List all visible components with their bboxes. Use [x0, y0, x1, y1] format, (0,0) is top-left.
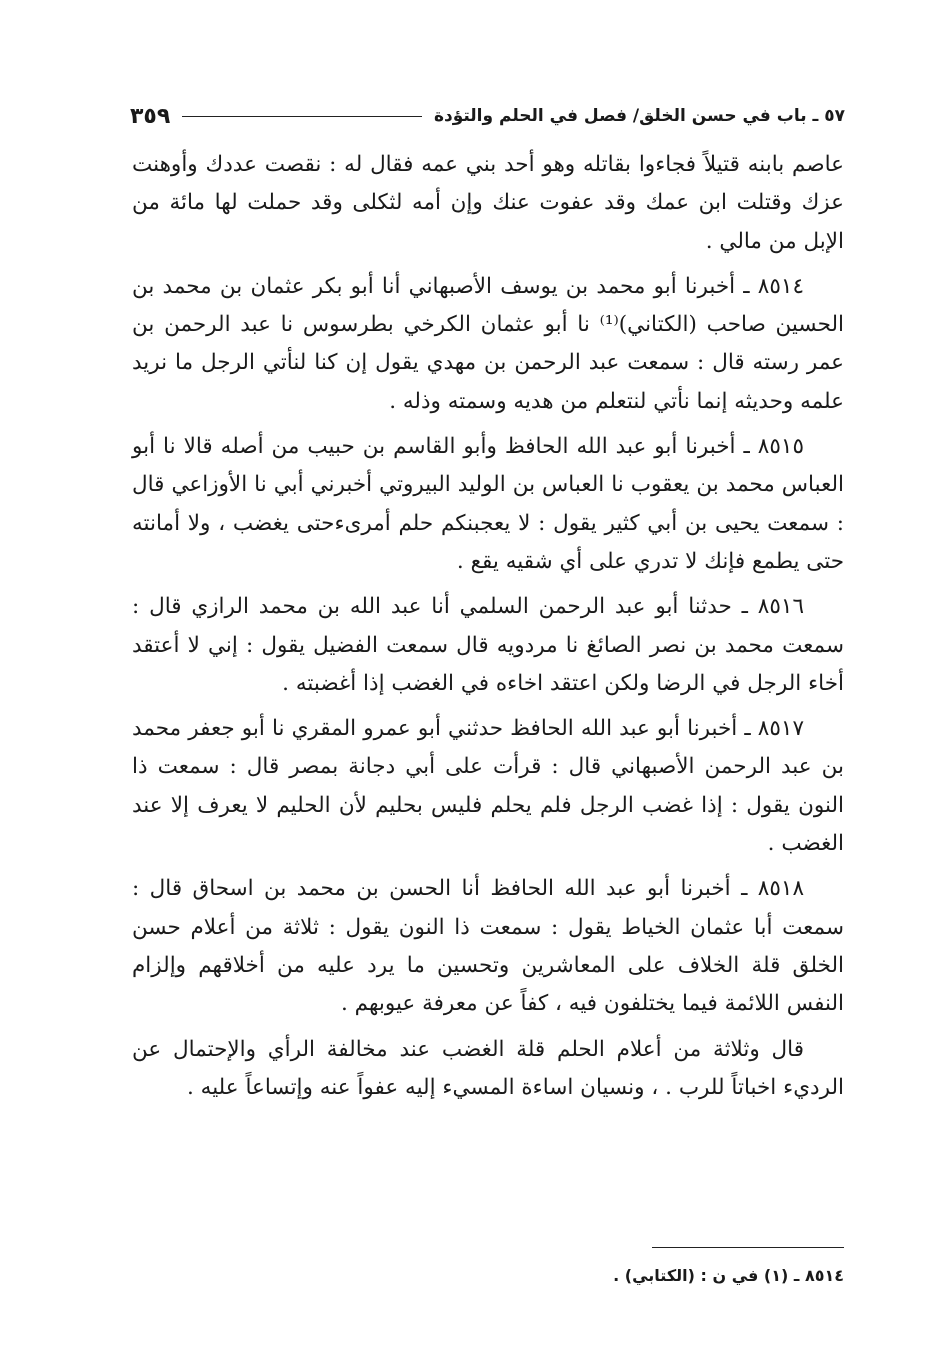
hadith-8517: ٨٥١٧ ـ أخبرنا أبو عبد الله الحافظ حدثني أبو عمرو المقري نا أبو جعفر محمد بن عبد الرحمن الأصبهاني قال : قرأت على أبي دجانة بمصر قال : سمعت ذا النون يقول : إذا غضب الرجل فلم يحلم فليس بحليم لأن الحليم لا يعرف إلا عند الغضب . — [132, 716, 844, 857]
hadith-8516: ٨٥١٦ ـ حدثنا أبو عبد الرحمن السلمي أنا عبد الله بن محمد الرازي قال : سمعت محمد بن نصر الصائغ نا مردويه قال سمعت الفضيل يقول : إني لا أعتقد أخاء الرجل في الرضا ولكن اعتقد اخاءه في الغضب إذا أغضبته . — [132, 594, 844, 696]
header-rule — [182, 116, 422, 117]
paragraph-continuation: عاصم بابنه قتيلاً فجاءوا بقاتله وهو أحد بني عمه فقال له : نقصت عددك وأوهنت عزك وقتلت ابن عمك وقد عفوت عنك وإن أمه لثكلى وقد حملت لها مائة من الإبل من مالي . — [132, 152, 844, 254]
hadith-8518: ٨٥١٨ ـ أخبرنا أبو عبد الله الحافظ أنا الحسن بن محمد بن اسحاق قال : سمعت أبا عثمان الخياط يقول : سمعت ذا النون يقول : ثلاثة من أعلام حسن الخلق قلة الخلاف على المعاشرين وتحسين ما يرد عليه من أخلاقهم وإلزام النفس اللائمة فيما يختلفون فيه ، كفاً عن معرفة عيوبهم . — [132, 876, 844, 1017]
main-text — [132, 146, 844, 1114]
running-header — [130, 96, 845, 136]
hadith-8515: ٨٥١٥ ـ أخبرنا أبو عبد الله الحافظ وأبو القاسم بن حبيب من أصله قالا نا أبو العباس محمد بن يعقوب نا العباس بن الوليد البيروتي أخبرني أبي نا الأوزاعي قال : سمعت يحيى بن أبي كثير يقول : لا يعجبنكم حلم أمرىءحتى يغضب ، ولا أمانته حتى يطمع فإنك لا تدري على أي شقيه يقع . — [132, 434, 844, 574]
footnote: ٨٥١٤ ـ (١) في ن : (الكتابي) . — [613, 1266, 844, 1285]
page-number: ٣٥٩ — [130, 103, 171, 129]
paragraph-closing: قال وثلاثة من أعلام الحلم قلة الغضب عند مخالفة الرأي والإحتمال عن الرديء اخباتاً للرب . ، ونسيان اساءة المسيء إليه عفواً عنه وإتساعاً عليه . — [132, 1036, 844, 1100]
hadith-8514: ٨٥١٤ ـ أخبرنا أبو محمد بن يوسف الأصبهاني أنا أبو بكر عثمان بن محمد بن الحسين صاحب (الكتاني)⁽¹⁾ نا أبو عثمان الكرخي بطرسوس نا عبد الرحمن بن عمر رسته قال : سمعت عبد الرحمن بن مهدي يقول إن كنا لنأتي الرجل ما نريد علمه وحديثه إنما نأتي لنتعلم من هديه وسمته وذله . — [132, 273, 844, 414]
chapter-title: ٥٧ ـ باب في حسن الخلق/ فصل في الحلم والتؤدة — [433, 106, 845, 126]
footnote-rule — [652, 1247, 844, 1248]
